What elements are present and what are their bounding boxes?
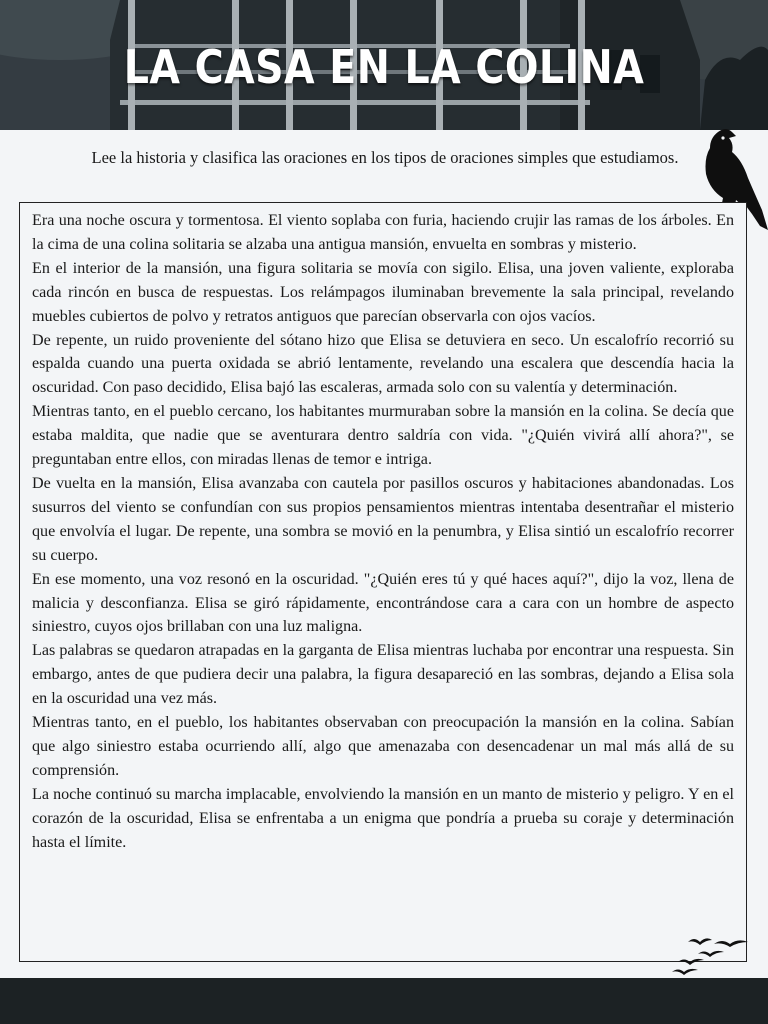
story-paragraph: De repente, un ruido proveniente del sótano hizo que Elisa se detuviera en seco. Un escalofrío recorrió su espalda cuando una puerta oxidada se abrió lentamente, revelando una escalera que descendía hacia la oscuridad. Con paso decidido, Elisa bajó las escaleras, armada solo con su valentía y determinación. <box>32 331 734 397</box>
story-box <box>19 202 747 962</box>
footer-bar <box>0 978 768 1024</box>
header-banner <box>0 0 768 130</box>
flying-birds-icon <box>668 934 754 978</box>
page-title: LA CASA EN LA COLINA <box>123 40 645 94</box>
story-paragraph: Era una noche oscura y tormentosa. El viento soplaba con furia, haciendo crujir las ramas de los árboles. En la cima de una colina solitaria se alzaba una antigua mansión, envuelta en sombras y misterio. <box>32 212 734 253</box>
story-paragraph: Las palabras se quedaron atrapadas en la garganta de Elisa mientras luchaba por encontrar una respuesta. Sin embargo, antes de que pudiera decir una palabra, la figura desapareció en las sombras, dejando a Elisa sola en la oscuridad una vez más. <box>32 642 734 708</box>
story-paragraph: En ese momento, una voz resonó en la oscuridad. "¿Quién eres tú y qué haces aquí?", dijo la voz, llena de malicia y desconfianza. Elisa se giró rápidamente, encontrándose cara a cara con un hombre de aspecto siniestro, cuyos ojos brillaban con una luz maligna. <box>32 570 734 636</box>
story-paragraph: La noche continuó su marcha implacable, envolviendo la mansión en un manto de misterio y peligro. Y en el corazón de la oscuridad, Elisa se enfrentaba a un enigma que pondría a prueba su coraje y determinación hasta el límite. <box>32 785 734 851</box>
instructions-text: Lee la historia y clasifica las oraciones en los tipos de oraciones simples que estudiamos. <box>91 148 679 167</box>
story-paragraph: De vuelta en la mansión, Elisa avanzaba con cautela por pasillos oscuros y habitaciones abandonadas. Los susurros del viento se confundían con sus propios pensamientos mientras intentaba desentrañar el misterio que envolvía el lugar. De repente, una sombra se movió en la penumbra, y Elisa sintió un escalofrío recorrer su cuerpo. <box>32 474 734 564</box>
story-paragraph: Mientras tanto, en el pueblo cercano, los habitantes murmuraban sobre la mansión en la colina. Se decía que estaba maldita, que nadie que se aventurara dentro saldría con vida. "¿Quién vivirá allí ahora?", se preguntaban entre ellos, con miradas llenas de temor e intriga. <box>32 403 734 469</box>
story-paragraph: Mientras tanto, en el pueblo, los habitantes observaban con preocupación la mansión en la colina. Sabían que algo siniestro estaba ocurriendo allí, algo que amenazaba con desencadenar un mal más allá de su comprensión. <box>32 714 734 779</box>
story-paragraph: En el interior de la mansión, una figura solitaria se movía con sigilo. Elisa, una joven valiente, exploraba cada rincón en busca de respuestas. Los relámpagos iluminaban brevemente la sala principal, revelando muebles cubiertos de polvo y retratos antiguos que parecían observarla con ojos vacíos. <box>32 259 734 325</box>
